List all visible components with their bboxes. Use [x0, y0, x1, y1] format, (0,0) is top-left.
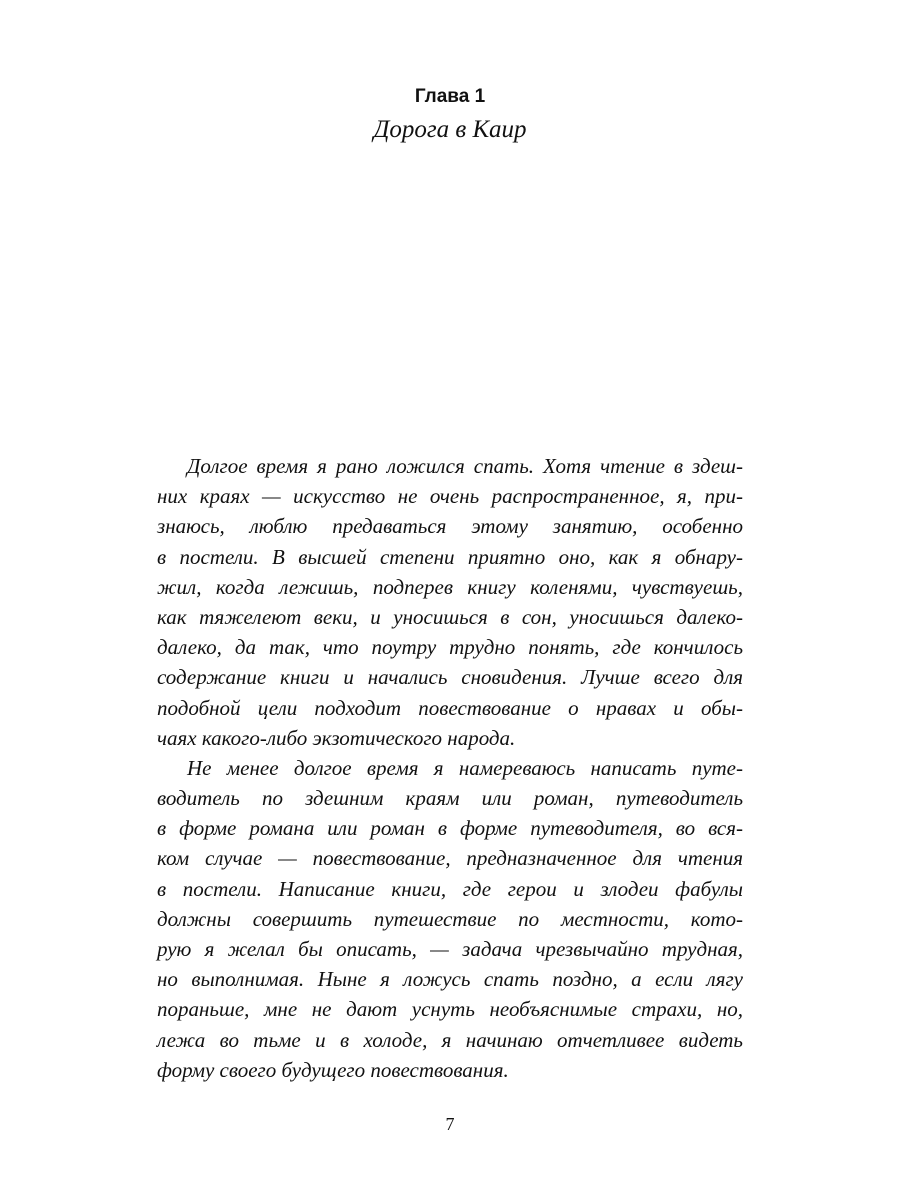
body-text: [157, 451, 743, 1085]
text-line: в форме романа или роман в форме путеводителя, во вся-: [157, 816, 743, 841]
text-line: водитель по здешним краям или роман, путеводитель: [157, 786, 743, 811]
text-line: должны совершить путешествие по местности, кото-: [157, 906, 743, 931]
text-line: но выполнимая. Ныне я ложусь спать поздно, а если лягу: [157, 967, 743, 992]
text-line: пораньше, мне не дают уснуть необъяснимые страхи, но,: [157, 997, 743, 1022]
text-line: в постели. Написание книги, где герои и злодеи фабулы: [157, 876, 743, 901]
text-line: как тяжелеют веки, и уносишься в сон, уносишься далеко-: [157, 604, 743, 629]
chapter-label: Глава 1: [414, 86, 486, 107]
text-line: форму своего будущего повествования.: [157, 1057, 509, 1082]
text-line: знаюсь, люблю предаваться этому занятию, особенно: [157, 514, 743, 539]
text-line: рую я желал бы описать, — задача чрезвычайно трудная,: [157, 937, 743, 961]
text-line: в постели. В высшей степени приятно оно, как я обнару-: [157, 544, 743, 569]
page-number: 7: [445, 1114, 455, 1134]
text-line: ком случае — повествование, предназначенное для чтения: [157, 846, 743, 871]
text-line: подобной цели подходит повествование о нравах и обы-: [157, 695, 743, 720]
paragraph-1: [157, 451, 743, 753]
text-line: лежа во тьме и в холоде, я начинаю отчетливее видеть: [157, 1027, 743, 1052]
text-line: чаях какого-либо экзотического народа.: [157, 725, 516, 750]
text-line: Долгое время я рано ложился спать. Хотя чтение в здеш-: [187, 454, 743, 478]
chapter-title: Дорога в Каир: [373, 116, 527, 143]
text-line: них краях — искусство не очень распространенное, я, при-: [157, 484, 743, 509]
text-line: Не менее долгое время я намереваюсь написать путе-: [187, 755, 743, 780]
text-line: жил, когда лежишь, подперев книгу коленями, чувствуешь,: [157, 574, 743, 599]
text-line: содержание книги и начались сновидения. Лучше всего для: [157, 665, 743, 690]
paragraph-2: [157, 753, 743, 1085]
text-line: далеко, да так, что поутру трудно понять, где кончилось: [157, 635, 743, 660]
